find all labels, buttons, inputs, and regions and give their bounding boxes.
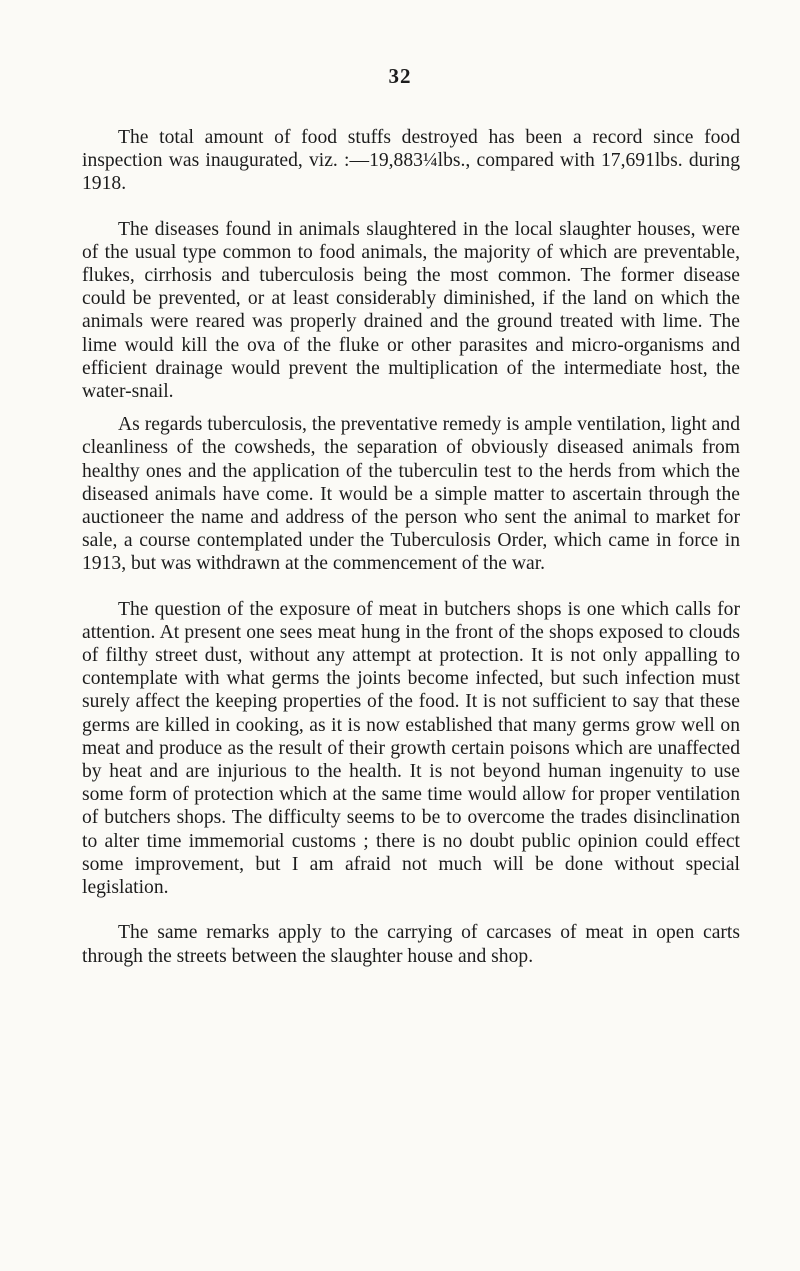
paragraph-carcase-carrying: The same remarks apply to the carrying of carcases of meat in open carts through the streets between the slaughter house and shop.	[82, 922, 740, 967]
paragraph-meat-exposure: The question of the exposure of meat in butchers shops is one which calls for attention. At present one sees meat hung in the front of the shops exposed to clouds of filthy street dust, without any attempt at protection. It is not only appalling to contemplate with what germs the joints become infected, but such infection must surely affect the keeping properties of the food. It is not sufficient to say that these germs are killed in cooking, as it is now established that many germs grow well on meat and produce as the result of their growth certain poisons which are unaffected by heat and are injurious to the health. It is not beyond human ingenuity to use some form of protection which at the same time would allow for proper ventilation of butchers shops. The difficulty seems to be to overcome the trades disinclination to alter time immemorial customs ; there is no doubt public opinion could effect some improvement, but I am afraid not much will be done without special legislation.	[82, 598, 740, 899]
paragraph-diseases: The diseases found in animals slaughtered in the local slaughter houses, were of the usual type common to food animals, the majority of which are preventable, flukes, cirrhosis and tuberculosis being the most common. The former disease could be prevented, or at least considerably diminished, if the land on which the animals were reared was properly drained and the ground treated with lime. The lime would kill the ova of the fluke or other parasites and micro-organisms and efficient drainage would prevent the multiplication of the intermediate host, the water-snail.	[82, 218, 740, 403]
paragraph-tuberculosis: As regards tuberculosis, the preventative remedy is ample ventilation, light and cleanliness of the cowsheds, the separation of obviously diseased animals from healthy ones and the application of the tuberculin test to the herds from which the diseased animals have come. It would be a simple matter to ascertain through the auctioneer the name and address of the person who sent the animal to market for sale, a course contemplated under the Tuberculosis Order, which came in force in 1913, but was withdrawn at the commencement of the war.	[82, 414, 740, 575]
page-number: 32	[388, 64, 412, 88]
paragraph-food-destroyed: The total amount of food stuffs destroyed has been a record since food inspection was inaugurated, viz. :—19,883¼lbs., compared with 17,691lbs. during 1918.	[82, 127, 740, 195]
body-text	[82, 126, 740, 990]
